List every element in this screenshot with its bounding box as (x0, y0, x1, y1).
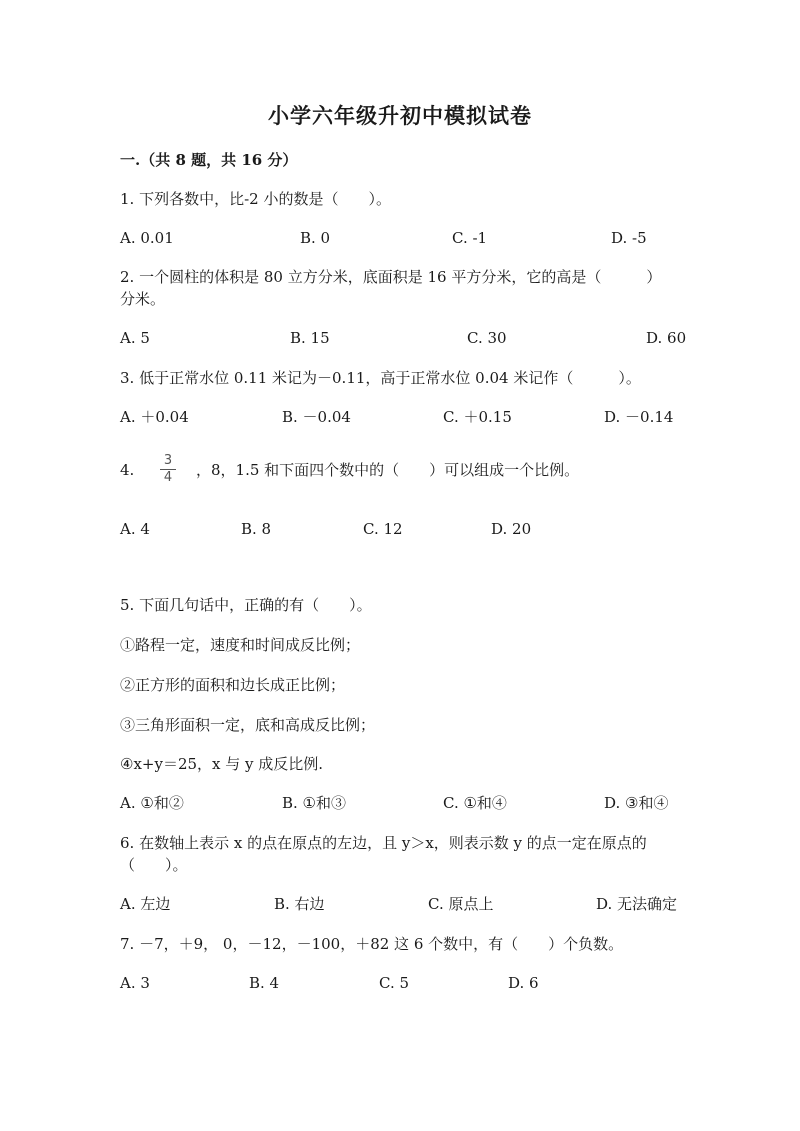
question-6-option-a: A. 左边 (120, 895, 171, 913)
question-5-option-b: B. ①和③ (282, 794, 347, 812)
question-2-option-a: A. 5 (120, 329, 150, 347)
question-1-option-c: C. -1 (452, 229, 488, 247)
question-2-stem-line2: 分米。 (120, 290, 166, 308)
question-6-stem-line2: （ ）。 (120, 856, 188, 874)
question-4-number: 4. (120, 461, 135, 479)
question-5-statement-2: ②正方形的面积和边长成正比例； (120, 676, 346, 694)
question-2-option-b: B. 15 (290, 329, 330, 347)
question-5-option-a: A. ①和② (120, 794, 184, 812)
question-2-option-d: D. 60 (646, 329, 687, 347)
question-5-statement-4: ④x+y＝25，x 与 y 成反比例. (120, 755, 324, 773)
question-7-option-c: C. 5 (379, 974, 410, 992)
fraction-three-quarters (160, 454, 176, 485)
question-3-option-a: A. ＋0.04 (120, 408, 189, 426)
question-4-option-d: D. 20 (491, 520, 532, 538)
fraction-denominator: 4 (163, 470, 173, 485)
question-1-option-b: B. 0 (300, 229, 331, 247)
question-4-stem: ，8，1.5 和下面四个数中的（ ）可以组成一个比例。 (196, 461, 580, 479)
page-title: 小学六年级升初中模拟试卷 (268, 103, 532, 128)
question-2-stem-line1: 2. 一个圆柱的体积是 80 立方分米，底面积是 16 平方分米，它的高是（ ） (120, 268, 662, 286)
question-6-option-b: B. 右边 (274, 895, 325, 913)
question-1-option-d: D. -5 (611, 229, 647, 247)
question-5-stem: 5. 下面几句话中，正确的有（ ）。 (120, 596, 372, 614)
question-1-stem: 1. 下列各数中，比-2 小的数是（ ）。 (120, 190, 391, 208)
question-7-option-d: D. 6 (508, 974, 539, 992)
question-4-option-b: B. 8 (241, 520, 272, 538)
question-5-option-c: C. ①和④ (443, 794, 507, 812)
question-3-stem: 3. 低于正常水位 0.11 米记为－0.11，高于正常水位 0.04 米记作（ ）。 (120, 369, 641, 387)
question-6-option-c: C. 原点上 (428, 895, 494, 913)
question-5-option-d: D. ③和④ (604, 794, 669, 812)
question-1-option-a: A. 0.01 (120, 229, 174, 247)
question-3-option-c: C. ＋0.15 (443, 408, 512, 426)
question-6-option-d: D. 无法确定 (596, 895, 678, 913)
question-5-statement-3: ③三角形面积一定，底和高成反比例； (120, 716, 376, 734)
question-6-stem-line1: 6. 在数轴上表示 x 的点在原点的左边，且 y＞x，则表示数 y 的点一定在原点的 (120, 834, 647, 852)
question-2-option-c: C. 30 (467, 329, 507, 347)
question-3-option-b: B. －0.04 (282, 408, 351, 426)
question-4-option-a: A. 4 (120, 520, 150, 538)
section-heading: 一.（共 8 题，共 16 分） (120, 151, 298, 169)
question-5-statement-1: ①路程一定，速度和时间成反比例； (120, 636, 361, 654)
question-7-stem: 7. －7，＋9， 0，－12，－100，＋82 这 6 个数中，有（ ）个负数。 (120, 935, 624, 953)
fraction-numerator: 3 (163, 453, 173, 468)
question-3-option-d: D. －0.14 (604, 408, 674, 426)
question-4-option-c: C. 12 (363, 520, 403, 538)
question-7-option-b: B. 4 (249, 974, 280, 992)
question-7-option-a: A. 3 (120, 974, 150, 992)
